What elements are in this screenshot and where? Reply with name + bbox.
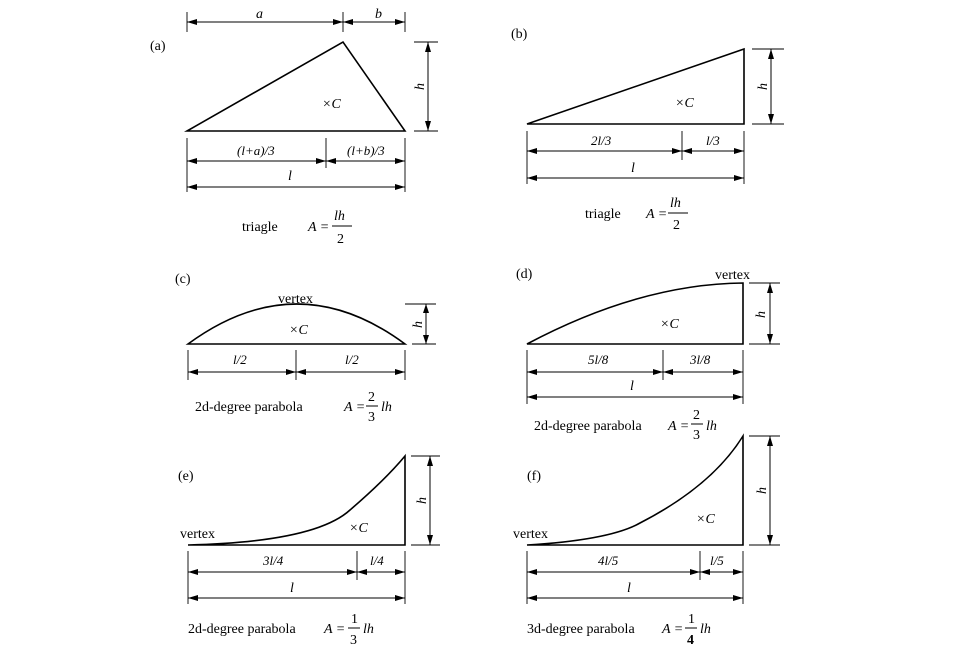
panel-e-centroid: ×C bbox=[349, 521, 368, 536]
panel-b-dim-left: 2l/3 bbox=[591, 133, 612, 148]
panel-c-area-lhs: A = bbox=[344, 400, 366, 415]
panel-f-tag: (f) bbox=[527, 469, 541, 484]
panel-f-dim-right: l/5 bbox=[710, 553, 724, 568]
panel-a-arrow bbox=[187, 19, 197, 25]
panel-d-arrow bbox=[767, 334, 773, 344]
panel-e-tag: (e) bbox=[178, 469, 194, 484]
panel-a-triangle bbox=[187, 42, 405, 131]
panel-f bbox=[513, 436, 780, 648]
panel-c-arrow bbox=[296, 369, 306, 375]
panel-d-arrow bbox=[527, 394, 537, 400]
panel-e-area-lhs: A = bbox=[324, 622, 346, 637]
panel-b-dim-right: l/3 bbox=[706, 133, 720, 148]
panel-d-arrow bbox=[733, 394, 743, 400]
panel-c-arrow bbox=[395, 369, 405, 375]
panel-e-area-num: 1 bbox=[351, 612, 358, 627]
panel-d bbox=[516, 267, 780, 443]
panel-a-centroid: ×C bbox=[322, 97, 341, 112]
panel-a-area-num: lh bbox=[334, 209, 345, 224]
panel-b-arrow bbox=[672, 148, 682, 154]
panel-c-vertex-label: vertex bbox=[278, 292, 313, 307]
panel-f-area-lhs: A = bbox=[662, 622, 684, 637]
panel-d-area-num: 2 bbox=[693, 408, 700, 423]
panel-a-arrow bbox=[395, 158, 405, 164]
panel-b-arrow bbox=[734, 175, 744, 181]
panel-f-arrow bbox=[690, 569, 700, 575]
panel-c-arrow bbox=[423, 335, 429, 344]
panel-c-area-suffix: lh bbox=[381, 400, 392, 415]
panel-c-centroid: ×C bbox=[289, 323, 308, 338]
panel-e-parabola bbox=[188, 456, 405, 545]
panel-e-area-den: 3 bbox=[350, 633, 357, 648]
panel-c-tag: (c) bbox=[175, 272, 191, 287]
panel-f-dim-h: h bbox=[755, 487, 770, 494]
panel-f-arrow bbox=[527, 569, 537, 575]
panel-a-arrow bbox=[425, 42, 431, 52]
panel-c-area-num: 2 bbox=[368, 390, 375, 405]
panel-b-dim-l: l bbox=[631, 161, 635, 176]
panel-e bbox=[178, 456, 440, 648]
panel-e-arrow bbox=[427, 535, 433, 545]
panel-b-shape-name: triagle bbox=[585, 207, 621, 222]
panel-f-arrow bbox=[733, 569, 743, 575]
panel-a-dim-h: h bbox=[413, 83, 428, 90]
panel-f-vertex-label: vertex bbox=[513, 527, 548, 542]
panel-d-tag: (d) bbox=[516, 267, 533, 282]
panel-e-dim-right: l/4 bbox=[370, 553, 384, 568]
panel-c-dim-right: l/2 bbox=[345, 352, 359, 367]
panel-c-dim-left: l/2 bbox=[233, 352, 247, 367]
panel-c-shape-name: 2d-degree parabola bbox=[195, 400, 303, 415]
panel-b-area-lhs: A = bbox=[646, 207, 668, 222]
panel-a-area-lhs: A = bbox=[308, 220, 330, 235]
panel-d-area-den: 3 bbox=[693, 428, 700, 443]
panel-d-parabola bbox=[527, 283, 743, 344]
panel-f-arrow bbox=[700, 569, 710, 575]
panel-c-arrow bbox=[423, 304, 429, 313]
panel-a-arrow bbox=[395, 19, 405, 25]
panel-b-area-den: 2 bbox=[673, 218, 680, 233]
panel-b-arrow bbox=[768, 114, 774, 124]
panel-d-dim-l: l bbox=[630, 379, 634, 394]
panel-b-arrow bbox=[527, 175, 537, 181]
panel-f-area-den: 4 bbox=[687, 633, 694, 648]
panel-e-dim-h: h bbox=[415, 497, 430, 504]
panel-f-dim-l: l bbox=[627, 581, 631, 596]
panel-e-shape-name: 2d-degree parabola bbox=[188, 622, 296, 637]
panel-b-arrow bbox=[768, 49, 774, 59]
panel-d-arrow bbox=[653, 369, 663, 375]
panel-d-arrow bbox=[527, 369, 537, 375]
panel-f-dim-left: 4l/5 bbox=[598, 553, 619, 568]
panel-f-parabola bbox=[527, 436, 743, 545]
panel-b-arrow bbox=[682, 148, 692, 154]
panel-a-arrow bbox=[343, 19, 353, 25]
panel-e-arrow bbox=[347, 569, 357, 575]
panel-e-arrow bbox=[357, 569, 367, 575]
panel-e-arrow bbox=[188, 595, 198, 601]
panel-c-arrow bbox=[286, 369, 296, 375]
panel-c-area-den: 3 bbox=[368, 410, 375, 425]
panel-e-dim-left: 3l/4 bbox=[263, 553, 284, 568]
panel-d-dim-h: h bbox=[754, 311, 769, 318]
panel-b-dim-h: h bbox=[756, 83, 771, 90]
panel-f-shape-name: 3d-degree parabola bbox=[527, 622, 635, 637]
panel-d-centroid: ×C bbox=[660, 317, 679, 332]
panel-d-shape-name: 2d-degree parabola bbox=[534, 419, 642, 434]
panel-b-tag: (b) bbox=[511, 27, 528, 42]
panel-a-shape-name: triagle bbox=[242, 220, 278, 235]
panel-a-arrow bbox=[187, 184, 197, 190]
panel-d-dim-right: 3l/8 bbox=[690, 352, 711, 367]
panel-f-arrow bbox=[767, 535, 773, 545]
panel-b-arrow bbox=[527, 148, 537, 154]
panel-a-area-den: 2 bbox=[337, 232, 344, 247]
panel-a-arrow bbox=[316, 158, 326, 164]
panel-d-area-suffix: lh bbox=[706, 419, 717, 434]
panel-a-arrow bbox=[187, 158, 197, 164]
panel-a bbox=[150, 7, 438, 247]
panel-a-arrow bbox=[395, 184, 405, 190]
panel-f-centroid: ×C bbox=[696, 512, 715, 527]
panel-e-arrow bbox=[395, 569, 405, 575]
panel-e-arrow bbox=[395, 595, 405, 601]
panel-f-area-suffix: lh bbox=[700, 622, 711, 637]
panel-a-dim-left: (l+a)/3 bbox=[237, 143, 275, 158]
panel-f-area-num: 1 bbox=[688, 612, 695, 627]
panel-d-dim-left: 5l/8 bbox=[588, 352, 609, 367]
panel-a-dim-a: a bbox=[256, 7, 263, 22]
panel-d-arrow bbox=[767, 283, 773, 293]
panel-a-arrow bbox=[425, 121, 431, 131]
panel-b-triangle bbox=[527, 49, 744, 124]
panel-c-dim-h: h bbox=[411, 321, 426, 328]
panel-c-arrow bbox=[188, 369, 198, 375]
panel-d-arrow bbox=[733, 369, 743, 375]
panel-d-area-lhs: A = bbox=[668, 419, 690, 434]
panel-f-arrow bbox=[527, 595, 537, 601]
panel-a-arrow bbox=[333, 19, 343, 25]
panel-e-area-suffix: lh bbox=[363, 622, 374, 637]
panel-e-arrow bbox=[188, 569, 198, 575]
panel-b-arrow bbox=[734, 148, 744, 154]
panel-b-centroid: ×C bbox=[675, 96, 694, 111]
panel-d-vertex-label: vertex bbox=[715, 268, 750, 283]
panel-e-arrow bbox=[427, 456, 433, 466]
panel-c bbox=[175, 272, 436, 425]
panel-f-arrow bbox=[767, 436, 773, 446]
panel-f-arrow bbox=[733, 595, 743, 601]
panel-a-dim-right: (l+b)/3 bbox=[347, 143, 385, 158]
panel-e-dim-l: l bbox=[290, 581, 294, 596]
panel-a-arrow bbox=[326, 158, 336, 164]
panel-b bbox=[511, 27, 784, 233]
panel-a-dim-l: l bbox=[288, 169, 292, 184]
panel-a-dim-b: b bbox=[375, 7, 382, 22]
panel-a-tag: (a) bbox=[150, 39, 166, 54]
panel-b-area-num: lh bbox=[670, 196, 681, 211]
panel-d-arrow bbox=[663, 369, 673, 375]
panel-e-vertex-label: vertex bbox=[180, 527, 215, 542]
